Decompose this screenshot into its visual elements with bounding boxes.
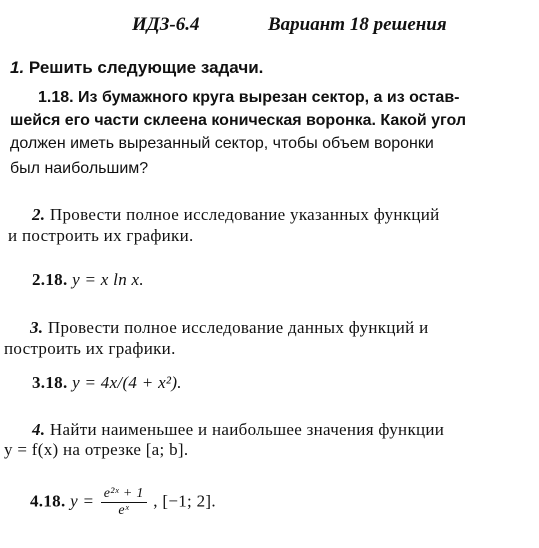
task3-problem bbox=[32, 373, 182, 393]
task1-line-2: шейся его части склеена коническая воронка. Какой угол bbox=[10, 112, 467, 129]
task1-heading-line bbox=[10, 58, 263, 78]
task2-line-2: и построить их графики. bbox=[8, 226, 194, 245]
task4-numerator: e²ˣ + 1 bbox=[101, 486, 147, 503]
task3-line-1 bbox=[30, 318, 429, 338]
task3-text-1: Провести полное исследование данных функций и bbox=[47, 318, 429, 337]
task4-line-2: y = f(x) на отрезке [a; b]. bbox=[4, 440, 189, 459]
task1-line-4: был наибольшим? bbox=[10, 160, 149, 177]
task4-line-1 bbox=[32, 420, 444, 440]
task2-problem bbox=[32, 270, 144, 290]
assignment-title: ИДЗ-6.4 bbox=[132, 14, 200, 35]
task3-line-2: построить их графики. bbox=[4, 339, 176, 358]
task1-line-1 bbox=[38, 89, 459, 107]
task3-problem-number: 3.18. bbox=[32, 373, 68, 392]
task2-text-1: Провести полное исследование указанных функций bbox=[49, 205, 440, 224]
task4-problem-number: 4.18. bbox=[30, 491, 66, 511]
task4-interval: , [−1; 2]. bbox=[153, 491, 216, 511]
task4-denominator: eˣ bbox=[118, 503, 130, 518]
variant-title: Вариант 18 решения bbox=[268, 14, 447, 35]
task4-number: 4. bbox=[32, 420, 46, 439]
task3-formula: y = 4x/(4 + x²). bbox=[72, 373, 182, 392]
task4-problem bbox=[30, 486, 216, 519]
task2-line-1 bbox=[32, 205, 440, 225]
task1-text-1: Из бумажного круга вырезан сектор, а из остав- bbox=[78, 89, 460, 106]
task1-heading: Решить следующие задачи. bbox=[28, 58, 264, 77]
task2-problem-number: 2.18. bbox=[32, 270, 68, 289]
task2-formula: y = x ln x. bbox=[72, 270, 144, 289]
task1-problem-number: 1.18. bbox=[38, 89, 74, 106]
task4-text-1: Найти наименьшее и наибольшее значения функции bbox=[49, 420, 445, 439]
task4-fraction bbox=[101, 486, 147, 519]
task3-number: 3. bbox=[30, 318, 44, 337]
task2-number: 2. bbox=[32, 205, 46, 224]
task1-number: 1. bbox=[10, 58, 25, 77]
task1-line-3: должен иметь вырезанный сектор, чтобы объем воронки bbox=[10, 135, 434, 152]
task4-formula-lhs: y = bbox=[70, 491, 95, 511]
